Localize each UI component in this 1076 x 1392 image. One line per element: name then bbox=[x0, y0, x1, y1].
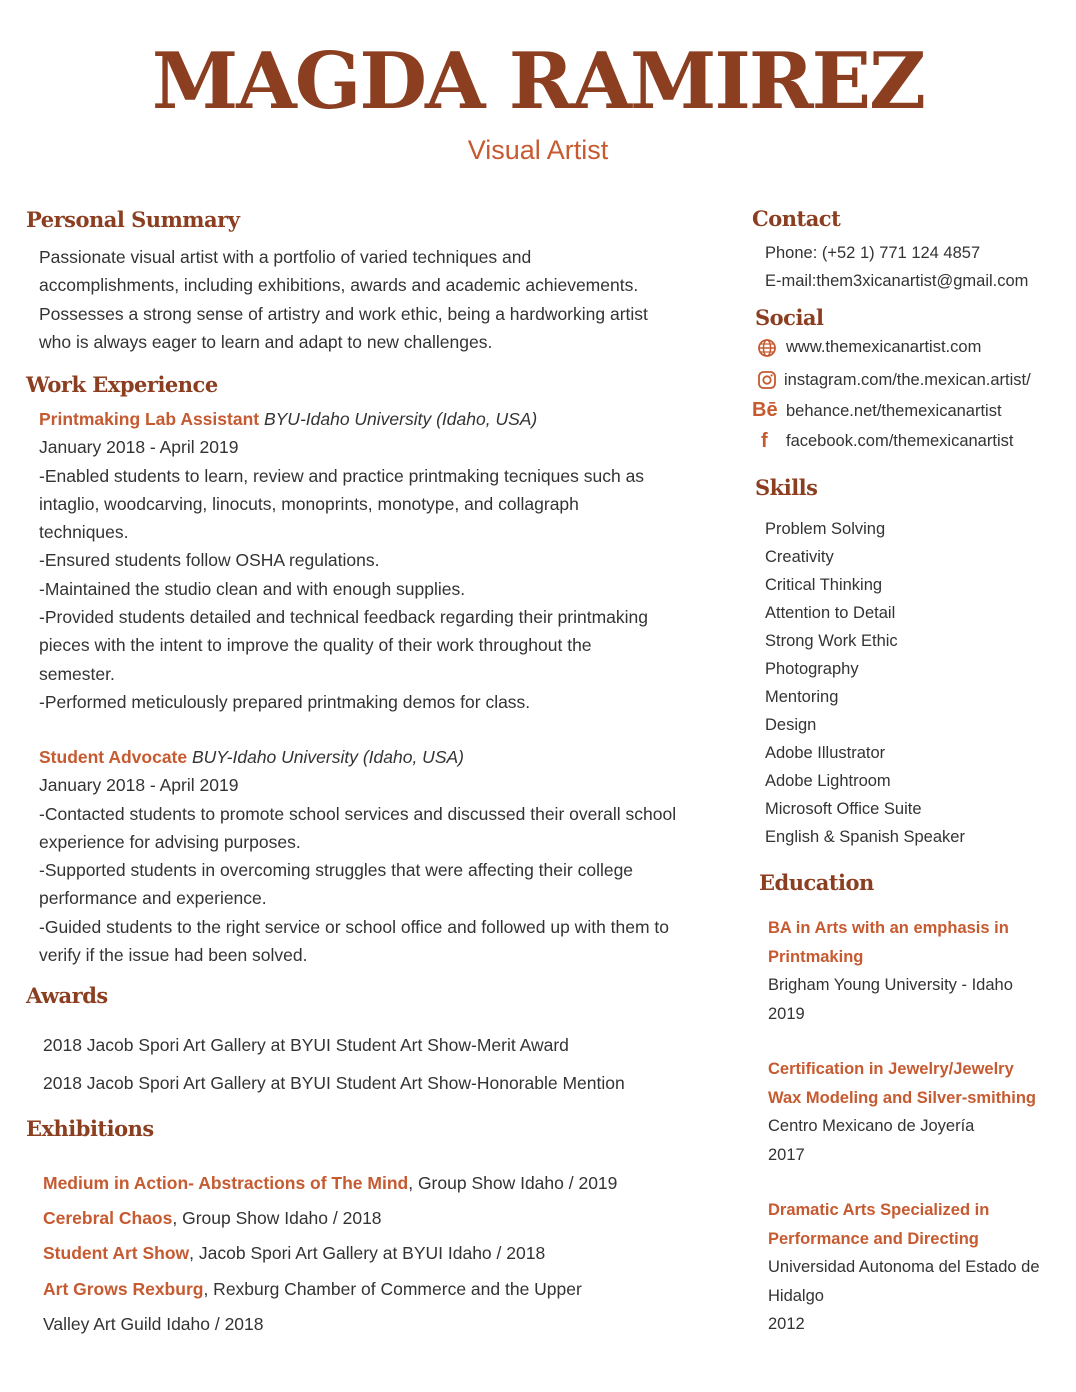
person-name: MAGDA RAMIREZ bbox=[151, 36, 925, 127]
exhibition-title: Medium in Action- Abstractions of The Mind bbox=[43, 1173, 409, 1193]
job-duty-line: -Performed meticulously prepared printmaking demos for class. bbox=[39, 691, 531, 712]
social-heading: Social bbox=[755, 305, 824, 330]
skill-item: Microsoft Office Suite bbox=[765, 800, 922, 818]
exhibition-details: , Group Show Idaho / 2019 bbox=[408, 1173, 618, 1193]
degree-title-line: Dramatic Arts Specialized in bbox=[768, 1201, 990, 1219]
skill-item: English & Spanish Speaker bbox=[765, 828, 965, 846]
exhibition-details: , Jacob Spori Art Gallery at BYUI Idaho / 2018 bbox=[189, 1243, 546, 1264]
skill-item: Adobe Lightroom bbox=[765, 772, 891, 790]
exhibitions-list bbox=[43, 1166, 743, 1342]
degree-year: 2017 bbox=[768, 1145, 805, 1164]
exhibition-item bbox=[43, 1272, 743, 1307]
person-role: Visual Artist bbox=[467, 135, 609, 165]
job-title-line bbox=[39, 743, 751, 771]
instagram-icon bbox=[757, 370, 777, 390]
job-dates: January 2018 - April 2019 bbox=[39, 437, 239, 458]
skill-item: Attention to Detail bbox=[765, 604, 896, 622]
education-entry bbox=[768, 1196, 1076, 1339]
job-duty-line: intaglio, woodcarving, linocuts, monoprints, monotype, and collagraph bbox=[39, 493, 579, 514]
contact-email: E-mail:them3xicanartist@gmail.com bbox=[765, 272, 1029, 290]
skill-item: Adobe Illustrator bbox=[765, 744, 886, 762]
degree-title-line: Performance and Directing bbox=[768, 1229, 979, 1248]
summary-text bbox=[39, 243, 751, 356]
skill-item: Mentoring bbox=[765, 688, 839, 706]
social-website-link[interactable]: www.themexicanartist.com bbox=[786, 338, 982, 356]
job-duty-line: -Provided students detailed and technical feedback regarding their printmaking bbox=[39, 607, 648, 628]
summary-line: who is always eager to learn and adapt to new challenges. bbox=[39, 331, 493, 352]
job-title: Student Advocate bbox=[39, 747, 188, 767]
award-item: 2018 Jacob Spori Art Gallery at BYUI Student Art Show-Honorable Mention bbox=[43, 1073, 625, 1093]
job-duty-line: semester. bbox=[39, 663, 115, 684]
skill-item: Strong Work Ethic bbox=[765, 632, 898, 650]
skill-item: Photography bbox=[765, 660, 859, 678]
job-duty-line: -Ensured students follow OSHA regulations. bbox=[39, 550, 380, 571]
job-org: BYU-Idaho University (Idaho, USA) bbox=[259, 409, 538, 429]
skills-heading: Skills bbox=[755, 475, 818, 500]
job-title: Printmaking Lab Assistant bbox=[39, 409, 260, 429]
degree-school bbox=[768, 971, 1076, 1028]
contact-heading: Contact bbox=[752, 206, 841, 231]
education-heading: Education bbox=[759, 870, 874, 895]
job-entry bbox=[39, 405, 751, 716]
summary-line: accomplishments, including exhibitions, awards and academic achievements. bbox=[39, 275, 639, 296]
degree-title bbox=[768, 1055, 1068, 1112]
job-duty-line: -Guided students to the right service or school office and followed up with them to bbox=[39, 916, 670, 937]
degree-title-line: Printmaking bbox=[768, 947, 864, 966]
exhibition-continuation: Valley Art Guild Idaho / 2018 bbox=[43, 1313, 264, 1334]
degree-title-line: Wax Modeling and Silver-smithing bbox=[768, 1088, 1036, 1107]
job-duty-line: -Contacted students to promote school services and discussed their overall school bbox=[39, 803, 677, 824]
school-line: Universidad Autonoma del Estado de bbox=[768, 1258, 1040, 1276]
exhibition-item bbox=[43, 1166, 743, 1201]
degree-school bbox=[768, 1253, 1076, 1339]
degree-title-line: Certification in Jewelry/Jewelry bbox=[768, 1060, 1014, 1078]
job-duty-line: performance and experience. bbox=[39, 888, 267, 909]
awards-list bbox=[43, 1026, 743, 1102]
work-heading: Work Experience bbox=[26, 372, 218, 397]
skill-item: Design bbox=[765, 716, 817, 734]
summary-line: Possesses a strong sense of artistry and work ethic, being a hardworking artist bbox=[39, 303, 648, 324]
contact-phone: Phone: (+52 1) 771 124 4857 bbox=[765, 244, 981, 262]
job-duty-line: experience for advising purposes. bbox=[39, 831, 301, 852]
job-duty-line: techniques. bbox=[39, 522, 129, 543]
degree-title bbox=[768, 1196, 1068, 1253]
job-duty-line: verify if the issue had been solved. bbox=[39, 945, 308, 966]
award-item: 2018 Jacob Spori Art Gallery at BYUI Student Art Show-Merit Award bbox=[43, 1035, 569, 1055]
exhibition-details: , Rexburg Chamber of Commerce and the Upper bbox=[203, 1278, 582, 1299]
school-line: Centro Mexicano de Joyería bbox=[768, 1117, 975, 1135]
exhibition-item bbox=[43, 1201, 743, 1236]
job-title-line bbox=[39, 405, 751, 433]
job-duty-line: -Maintained the studio clean and with enough supplies. bbox=[39, 578, 466, 599]
exhibitions-heading: Exhibitions bbox=[26, 1116, 154, 1141]
skill-item: Creativity bbox=[765, 548, 834, 566]
degree-year: 2019 bbox=[768, 1004, 805, 1023]
exhibition-title: Student Art Show bbox=[43, 1243, 190, 1264]
social-behance-link[interactable]: behance.net/themexicanartist bbox=[786, 402, 1002, 420]
school-line: Hidalgo bbox=[768, 1286, 824, 1305]
education-entry bbox=[768, 1055, 1076, 1169]
job-org: BUY-Idaho University (Idaho, USA) bbox=[187, 747, 464, 767]
job-entry bbox=[39, 743, 751, 969]
summary-line: Passionate visual artist with a portfolio of varied techniques and bbox=[39, 247, 532, 267]
exhibition-title: Art Grows Rexburg bbox=[43, 1278, 204, 1299]
job-dates: January 2018 - April 2019 bbox=[39, 775, 239, 796]
social-facebook-link[interactable]: facebook.com/themexicanartist bbox=[786, 432, 1014, 450]
skill-item: Problem Solving bbox=[765, 520, 886, 538]
exhibition-item bbox=[43, 1236, 743, 1271]
exhibition-details: , Group Show Idaho / 2018 bbox=[172, 1208, 382, 1229]
exhibition-title: Cerebral Chaos bbox=[43, 1208, 173, 1229]
skill-item: Critical Thinking bbox=[765, 576, 883, 594]
social-instagram-link[interactable]: instagram.com/the.mexican.artist/ bbox=[784, 371, 1031, 389]
behance-icon: Bē bbox=[752, 399, 778, 421]
job-duty-line: -Supported students in overcoming struggles that were affecting their college bbox=[39, 860, 634, 881]
education-entry bbox=[768, 914, 1076, 1028]
globe-icon bbox=[757, 338, 777, 358]
degree-title-line: BA in Arts with an emphasis in bbox=[768, 919, 1009, 937]
awards-heading: Awards bbox=[26, 983, 108, 1008]
degree-title bbox=[768, 914, 1068, 971]
job-duty-line: -Enabled students to learn, review and practice printmaking tecniques such as bbox=[39, 465, 645, 486]
degree-year: 2012 bbox=[768, 1315, 805, 1333]
school-line: Brigham Young University - Idaho bbox=[768, 976, 1013, 994]
facebook-icon: f bbox=[761, 430, 768, 452]
summary-heading: Personal Summary bbox=[26, 207, 240, 232]
degree-school bbox=[768, 1112, 1076, 1169]
skills-list bbox=[765, 515, 965, 851]
job-duty-line: pieces with the intent to improve the quality of their work throughout the bbox=[39, 635, 592, 656]
